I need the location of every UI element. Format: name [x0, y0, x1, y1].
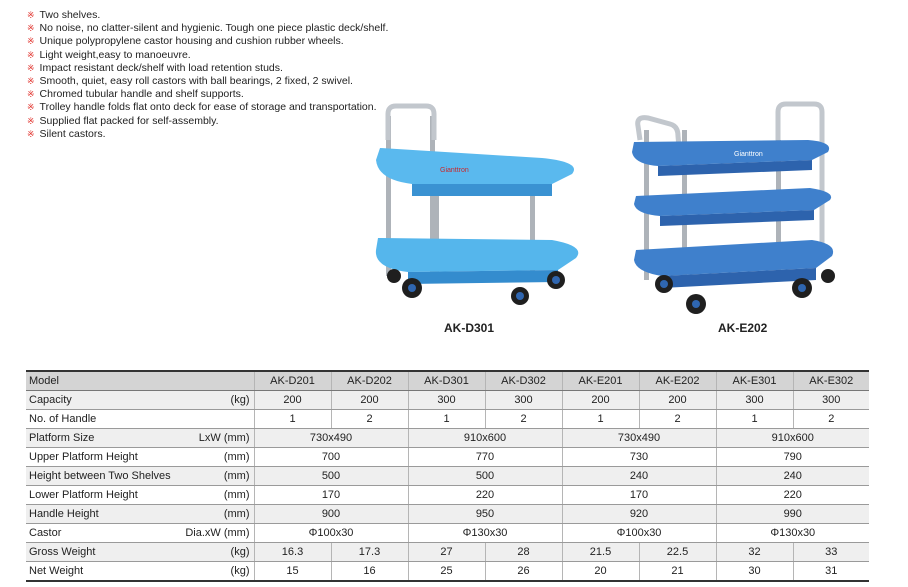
feature-item: ※ Unique polypropylene castor housing and cushion rubber wheels. — [27, 35, 344, 48]
feature-item: ※ Supplied flat packed for self-assembly. — [27, 114, 219, 127]
feature-item: ※ Two shelves. — [27, 9, 101, 21]
table-cell: 1 — [562, 410, 639, 429]
table-cell: 2 — [793, 410, 869, 429]
table-cell: 920 — [562, 505, 716, 524]
table-cell: 1 — [408, 410, 485, 429]
feature-item: ※ Light weight,easy to manoeuvre. — [27, 48, 191, 61]
bullet-icon: ※ — [27, 76, 35, 87]
feature-item: ※ Smooth, quiet, easy roll castors with ball bearings, 2 fixed, 2 swivel. — [27, 75, 353, 88]
table-cell: 910x600 — [408, 429, 562, 448]
table-cell: 200 — [562, 391, 639, 410]
table-cell: 170 — [562, 486, 716, 505]
table-cell: 2 — [485, 410, 562, 429]
table-row — [26, 562, 869, 582]
row-label: Capacity — [29, 394, 72, 406]
row-unit: (mm) — [223, 489, 250, 501]
table-row — [26, 448, 869, 467]
table-row — [26, 543, 869, 562]
row-unit: LxW (mm) — [198, 432, 250, 444]
table-cell: Φ100x30 — [562, 524, 716, 543]
table-cell: 200 — [639, 391, 716, 410]
row-label: Net Weight — [29, 565, 84, 577]
table-cell: Φ130x30 — [408, 524, 562, 543]
bullet-icon: ※ — [27, 89, 35, 100]
model-header: AK-E201 — [562, 371, 639, 391]
table-row — [26, 467, 869, 486]
table-cell: 910x600 — [716, 429, 869, 448]
row-unit: (mm) — [223, 508, 250, 520]
table-cell: 170 — [254, 486, 408, 505]
row-label: Castor — [29, 527, 62, 539]
row-label: Gross Weight — [29, 546, 96, 558]
feature-item: ※ Trolley handle folds flat onto deck for ease of storage and transportation. — [27, 101, 377, 114]
trolley-e202-image — [628, 100, 840, 318]
table-cell: 16 — [331, 562, 408, 582]
feature-list — [27, 9, 388, 141]
row-unit: (kg) — [230, 394, 250, 406]
bullet-icon: ※ — [27, 49, 35, 60]
model-header: AK-E302 — [793, 371, 869, 391]
model-header: AK-D201 — [254, 371, 331, 391]
bullet-icon: ※ — [27, 102, 35, 113]
table-cell: 240 — [562, 467, 716, 486]
table-cell: 21 — [639, 562, 716, 582]
row-unit: (mm) — [223, 451, 250, 463]
bullet-icon: ※ — [27, 36, 35, 47]
table-cell: 500 — [408, 467, 562, 486]
feature-item: ※ No noise, no clatter-silent and hygienic. Tough one piece plastic deck/shelf. — [27, 22, 389, 35]
table-cell: 28 — [485, 543, 562, 562]
product-caption: AK-E202 — [718, 321, 768, 335]
table-cell: 790 — [716, 448, 869, 467]
table-cell: 31 — [793, 562, 869, 582]
model-header: AK-D202 — [331, 371, 408, 391]
brand-logo: Gianttron — [734, 151, 763, 158]
row-unit: (mm) — [223, 470, 250, 482]
table-cell: 730x490 — [254, 429, 408, 448]
table-cell: 770 — [408, 448, 562, 467]
table-cell: 730 — [562, 448, 716, 467]
row-label: Height between Two Shelves — [29, 470, 171, 482]
feature-item: ※ Chromed tubular handle and shelf supports. — [27, 88, 244, 101]
table-cell: 32 — [716, 543, 793, 562]
model-header: AK-E202 — [639, 371, 716, 391]
table-cell: 27 — [408, 543, 485, 562]
table-row — [26, 391, 869, 410]
table-cell: 950 — [408, 505, 562, 524]
row-label: Lower Platform Height — [29, 489, 138, 501]
table-cell: 300 — [716, 391, 793, 410]
spec-table — [26, 370, 869, 582]
row-label: Handle Height — [29, 508, 99, 520]
table-cell: 300 — [793, 391, 869, 410]
table-cell: 30 — [716, 562, 793, 582]
table-cell: 300 — [485, 391, 562, 410]
row-label: No. of Handle — [29, 413, 97, 425]
table-cell: 2 — [331, 410, 408, 429]
table-cell: 730x490 — [562, 429, 716, 448]
table-header-row — [26, 371, 869, 391]
table-cell: Φ100x30 — [254, 524, 408, 543]
table-cell: 200 — [331, 391, 408, 410]
row-unit: Dia.xW (mm) — [185, 527, 250, 539]
table-cell: 1 — [716, 410, 793, 429]
bullet-icon: ※ — [27, 23, 35, 34]
table-cell: 21.5 — [562, 543, 639, 562]
table-cell: 2 — [639, 410, 716, 429]
feature-item: ※ Impact resistant deck/shelf with load retention studs. — [27, 61, 283, 74]
bullet-icon: ※ — [27, 128, 35, 139]
table-cell: 16.3 — [254, 543, 331, 562]
bullet-icon: ※ — [27, 115, 35, 126]
table-cell: 220 — [716, 486, 869, 505]
feature-item: ※ Silent castors. — [27, 127, 106, 140]
model-header: AK-D301 — [408, 371, 485, 391]
table-cell: 25 — [408, 562, 485, 582]
header-label: Model — [26, 371, 254, 391]
table-row — [26, 486, 869, 505]
bullet-icon: ※ — [27, 10, 35, 20]
table-cell: 22.5 — [639, 543, 716, 562]
brand-logo: Gianttron — [440, 167, 469, 174]
table-cell: 200 — [254, 391, 331, 410]
table-cell: 17.3 — [331, 543, 408, 562]
table-cell: 20 — [562, 562, 639, 582]
table-cell: 500 — [254, 467, 408, 486]
row-unit: (kg) — [230, 565, 250, 577]
table-cell: 900 — [254, 505, 408, 524]
model-header: AK-E301 — [716, 371, 793, 391]
table-row — [26, 410, 869, 429]
table-cell: 990 — [716, 505, 869, 524]
table-cell: 240 — [716, 467, 869, 486]
table-row — [26, 429, 869, 448]
table-cell: 15 — [254, 562, 331, 582]
table-cell: 1 — [254, 410, 331, 429]
row-label: Upper Platform Height — [29, 451, 138, 463]
table-cell: 700 — [254, 448, 408, 467]
table-cell: 220 — [408, 486, 562, 505]
row-unit: (kg) — [230, 546, 250, 558]
table-cell: Φ130x30 — [716, 524, 869, 543]
trolley-d301-image — [372, 100, 587, 305]
table-cell: 300 — [408, 391, 485, 410]
bullet-icon: ※ — [27, 62, 35, 73]
table-cell: 33 — [793, 543, 869, 562]
row-label: Platform Size — [29, 432, 95, 444]
table-row — [26, 524, 869, 543]
table-row — [26, 505, 869, 524]
model-header: AK-D302 — [485, 371, 562, 391]
table-cell: 26 — [485, 562, 562, 582]
product-caption: AK-D301 — [444, 321, 495, 335]
